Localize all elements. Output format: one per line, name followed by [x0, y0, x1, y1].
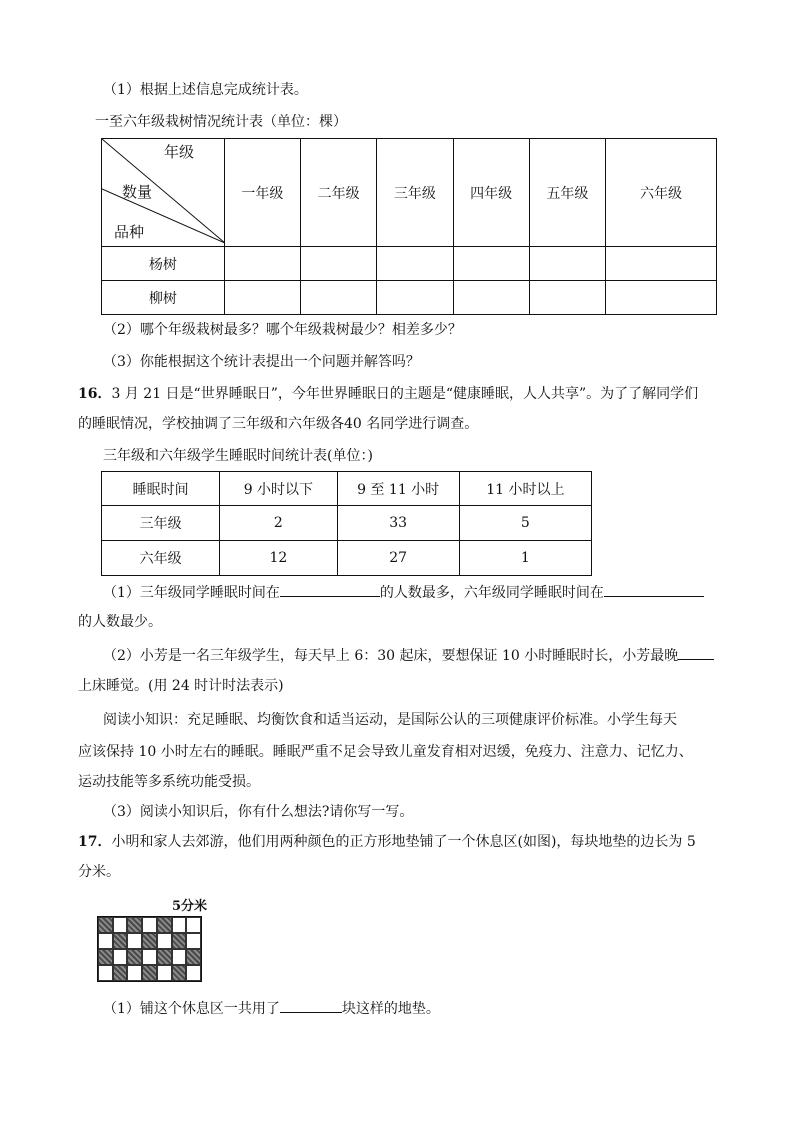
q17-number: 17．: [78, 834, 112, 850]
dark-mat-tile: [113, 933, 128, 949]
dark-mat-tile: [113, 965, 128, 981]
light-mat-tile: [98, 965, 113, 981]
q15-part1: （1）根据上述信息完成统计表。: [103, 82, 308, 98]
table-row: [102, 247, 717, 281]
species-label: 柳树: [102, 281, 225, 315]
header-species-label: 品种: [114, 223, 145, 241]
grade-header: 六年级: [606, 139, 717, 247]
answer-blank[interactable]: [280, 582, 380, 597]
dark-mat-tile: [157, 949, 172, 965]
q16-table-title: 三年级和六年级学生睡眠时间统计表(单位：): [103, 448, 373, 464]
light-mat-tile: [172, 917, 187, 933]
light-mat-tile: [98, 933, 113, 949]
q17-intro-line2: 分米。: [78, 864, 120, 880]
answer-cell[interactable]: [224, 281, 300, 315]
table-cell: 33: [337, 506, 459, 541]
grade-header: 一年级: [224, 139, 300, 247]
mat-grid-figure: [97, 916, 202, 982]
light-mat-tile: [142, 917, 157, 933]
grade-header: 三年级: [377, 139, 453, 247]
dark-mat-tile: [142, 933, 157, 949]
dark-mat-tile: [127, 949, 142, 965]
light-mat-tile: [113, 917, 128, 933]
header-grade-label: 年级: [164, 143, 195, 161]
light-mat-tile: [127, 965, 142, 981]
dark-mat-tile: [172, 965, 187, 981]
light-mat-tile: [186, 917, 201, 933]
table-cell: 27: [337, 541, 459, 576]
q15-part2: （2）哪个年级栽树最多？哪个年级栽树最少？相差多少？: [103, 322, 462, 338]
reading-tip-line2: 应该保持 10 小时左右的睡眠。睡眠严重不足会导致儿童发育相对迟缓，免疫力、注意力、记忆力、: [78, 744, 693, 760]
light-mat-tile: [113, 949, 128, 965]
q15-table-title: 一至六年级栽树情况统计表（单位：棵）: [95, 114, 347, 130]
answer-cell[interactable]: [300, 247, 376, 281]
reading-tip-line3: 运动技能等多系统功能受损。: [78, 774, 260, 790]
q16-intro-text: 3 月 21 日是“世界睡眠日”，今年世界睡眠日的主题是“健康睡眠，人人共享”。为了了解同学们: [111, 386, 699, 402]
answer-cell[interactable]: [377, 247, 453, 281]
q16-part2-text: （2）小芳是一名三年级学生，每天早上 6：30 起床，要想保证 10 小时睡眠时长，小芳最晚: [103, 648, 679, 664]
light-mat-tile: [157, 933, 172, 949]
table-cell: 1: [459, 541, 591, 576]
dark-mat-tile: [98, 917, 113, 933]
grade-header: 五年级: [529, 139, 605, 247]
table-cell: 12: [220, 541, 337, 576]
q16-part1-text-a: （1）三年级同学睡眠时间在: [103, 585, 280, 601]
light-mat-tile: [172, 949, 187, 965]
column-header: 11 小时以上: [459, 472, 591, 506]
table-diagonal-header: [102, 139, 225, 247]
q17-part1-text-b: 块这样的地垫。: [341, 1001, 440, 1017]
answer-blank[interactable]: [604, 582, 704, 597]
light-mat-tile: [186, 933, 201, 949]
table-row: [102, 281, 717, 315]
q16-part2-line1: [103, 645, 714, 666]
species-label: 杨树: [102, 247, 225, 281]
table-row: [102, 506, 592, 541]
grade-header: 四年级: [453, 139, 529, 247]
q15-part3: （3）你能根据这个统计表提出一个问题并解答吗？: [103, 354, 420, 370]
column-header: 睡眠时间: [102, 472, 220, 506]
answer-cell[interactable]: [529, 281, 605, 315]
q17-intro-line1: [78, 832, 696, 852]
row-label: 三年级: [102, 506, 220, 541]
q16-number: 16．: [78, 386, 112, 402]
row-label: 六年级: [102, 541, 220, 576]
answer-cell[interactable]: [606, 247, 717, 281]
dark-mat-tile: [142, 965, 157, 981]
q16-part1-text-b: 的人数最多，六年级同学睡眠时间在: [379, 585, 604, 601]
light-mat-tile: [127, 933, 142, 949]
q17-part1: [103, 998, 440, 1019]
tree-planting-table: [101, 138, 717, 315]
answer-cell[interactable]: [453, 247, 529, 281]
q17-intro-text: 小明和家人去郊游，他们用两种颜色的正方形地垫铺了一个休息区(如图)，每块地垫的边长为 5: [111, 834, 696, 850]
answer-cell[interactable]: [224, 247, 300, 281]
table-cell: 5: [459, 506, 591, 541]
light-mat-tile: [142, 949, 157, 965]
header-quantity-label: 数量: [122, 183, 153, 201]
answer-cell[interactable]: [606, 281, 717, 315]
dark-mat-tile: [127, 917, 142, 933]
answer-cell[interactable]: [377, 281, 453, 315]
table-row: [102, 541, 592, 576]
light-mat-tile: [157, 965, 172, 981]
dark-mat-tile: [157, 917, 172, 933]
table-header-row: [102, 472, 592, 506]
column-header: 9 至 11 小时: [337, 472, 459, 506]
q17-part1-text-a: （1）铺这个休息区一共用了: [103, 1001, 280, 1017]
answer-cell[interactable]: [529, 247, 605, 281]
q16-intro-line2: 的睡眠情况，学校抽调了三年级和六年级各40 名同学进行调查。: [78, 416, 479, 432]
answer-cell[interactable]: [300, 281, 376, 315]
q16-part1-line2: 的人数最少。: [78, 614, 162, 630]
dark-mat-tile: [186, 949, 201, 965]
q16-intro-line1: [78, 384, 698, 404]
answer-blank[interactable]: [280, 998, 342, 1013]
answer-cell[interactable]: [453, 281, 529, 315]
dark-mat-tile: [98, 949, 113, 965]
light-mat-tile: [186, 965, 201, 981]
q16-part2-line2: 上床睡觉。(用 24 时计时法表示): [78, 678, 284, 694]
q16-part3: （3）阅读小知识后，你有什么想法?请你写一写。: [103, 804, 414, 820]
q16-part1-line1: [103, 582, 704, 603]
answer-blank[interactable]: [678, 645, 714, 660]
dark-mat-tile: [172, 933, 187, 949]
sleep-time-table: [101, 471, 592, 576]
table-cell: 2: [220, 506, 337, 541]
grade-header: 二年级: [300, 139, 376, 247]
figure-side-label: 5分米: [172, 899, 208, 914]
reading-tip-line1: 阅读小知识：充足睡眠、均衡饮食和适当运动，是国际公认的三项健康评价标准。小学生每天: [103, 712, 677, 728]
column-header: 9 小时以下: [220, 472, 337, 506]
